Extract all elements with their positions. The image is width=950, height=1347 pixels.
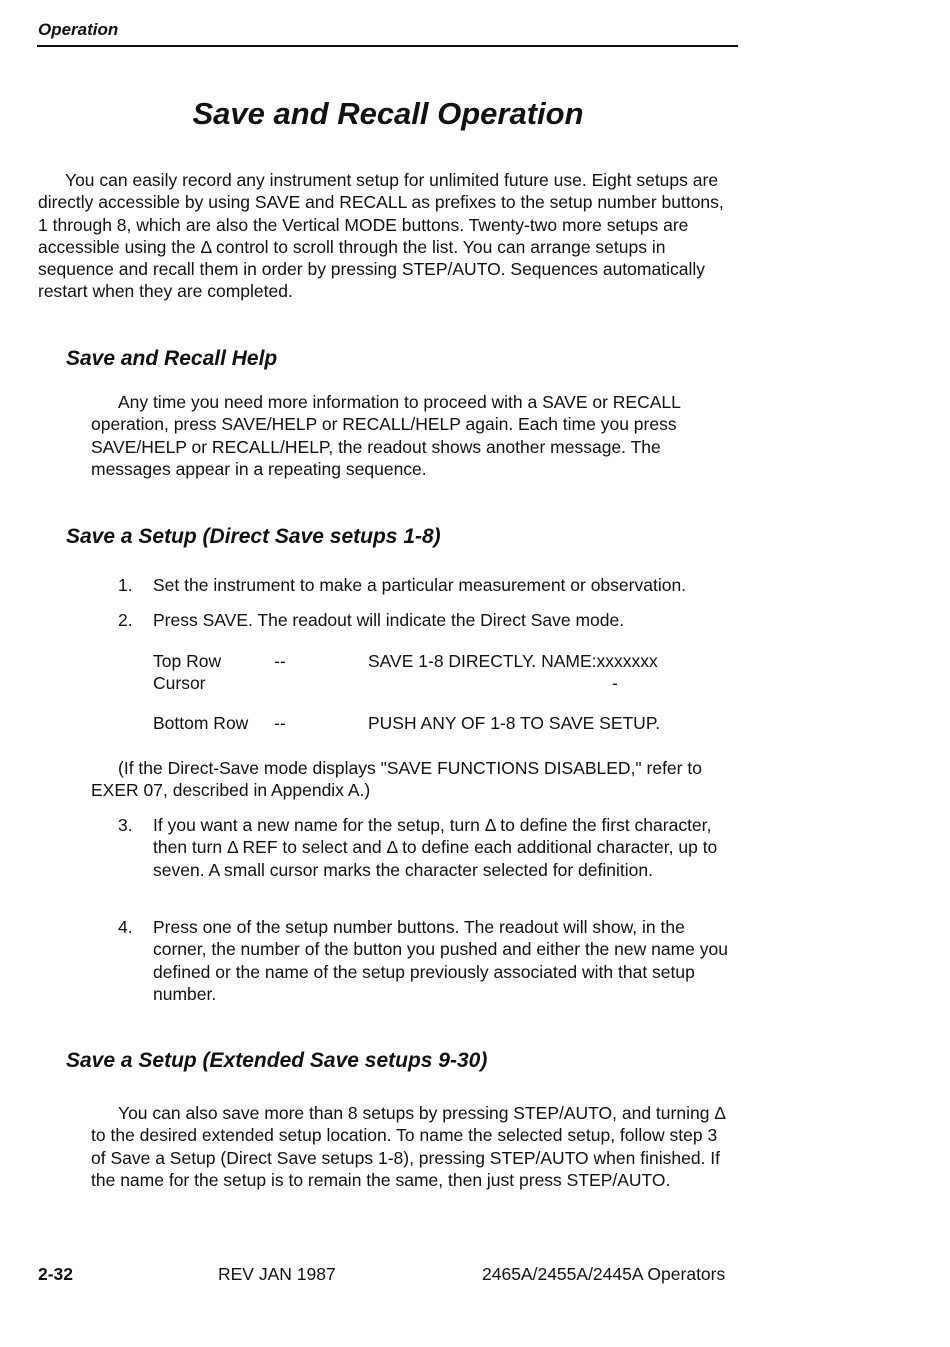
direct-save-heading: Save a Setup (Direct Save setups 1-8) xyxy=(66,525,441,548)
step-text: If you want a new name for the setup, turn Δ to define the first character, then turn Δ REF to select and Δ to define each additional character, up to seven. A small cursor marks the character selected for definition. xyxy=(153,815,718,880)
running-head: Operation xyxy=(38,20,119,39)
header-rule xyxy=(37,45,738,47)
top-row-value: SAVE 1-8 DIRECTLY. NAME:xxxxxxx xyxy=(368,651,658,671)
help-heading: Save and Recall Help xyxy=(66,347,278,370)
page-title: Save and Recall Operation xyxy=(192,96,584,131)
extended-save-paragraph: You can also save more than 8 setups by pressing STEP/AUTO, and turning Δ to the desired extended setup location. To name the selected setup, follow step 3 of Save a Setup (Direct Save setups 1-8), pressing STEP/AUTO when finished. If the name for the setup is to remain the same, then just press STEP/AUTO. xyxy=(91,1103,726,1190)
step-text: Press SAVE. The readout will indicate the Direct Save mode. xyxy=(153,610,625,630)
footer-manual-title: 2465A/2455A/2445A Operators xyxy=(482,1264,726,1284)
help-paragraph: Any time you need more information to proceed with a SAVE or RECALL operation, press SAVE/HELP or RECALL/HELP again. Each time you press SAVE/HELP or RECALL/HELP, the readout shows another message. The messages appear in a repeating sequence. xyxy=(91,392,681,479)
bottom-row-dash: -- xyxy=(274,713,286,733)
top-row-label: Top Row xyxy=(153,651,222,671)
cursor-label: Cursor xyxy=(153,673,206,693)
top-row-dash: -- xyxy=(274,651,286,671)
bottom-row-label: Bottom Row xyxy=(153,713,249,733)
step-text: Press one of the setup number buttons. The readout will show, in the corner, the number of the button you pushed and either the new name you defined or the name of the setup previously associated with that setup number. xyxy=(153,917,728,1004)
step-number: 3. xyxy=(118,815,133,835)
cursor-mark: - xyxy=(612,673,618,693)
step-text: Set the instrument to make a particular measurement or observation. xyxy=(153,575,687,595)
footer-page-number: 2-32 xyxy=(38,1264,74,1284)
direct-save-note: (If the Direct-Save mode displays "SAVE FUNCTIONS DISABLED," refer to EXER 07, described in Appendix A.) xyxy=(91,758,702,801)
extended-save-heading: Save a Setup (Extended Save setups 9-30) xyxy=(66,1049,488,1072)
step-number: 2. xyxy=(118,610,133,630)
footer-revision: REV JAN 1987 xyxy=(218,1264,336,1284)
step-number: 1. xyxy=(118,575,133,595)
step-number: 4. xyxy=(118,917,133,937)
intro-paragraph: You can easily record any instrument setup for unlimited future use. Eight setups are directly accessible by using SAVE and RECALL as prefixes to the setup number buttons, 1 through 8, which are also the Vertical MODE buttons. Twenty-two more setups are accessible using the Δ control to scroll through the list. You can arrange setups in sequence and recall them in order by pressing STEP/AUTO. Sequences automatically restart when they are completed. xyxy=(38,170,724,302)
bottom-row-value: PUSH ANY OF 1-8 TO SAVE SETUP. xyxy=(368,713,661,733)
